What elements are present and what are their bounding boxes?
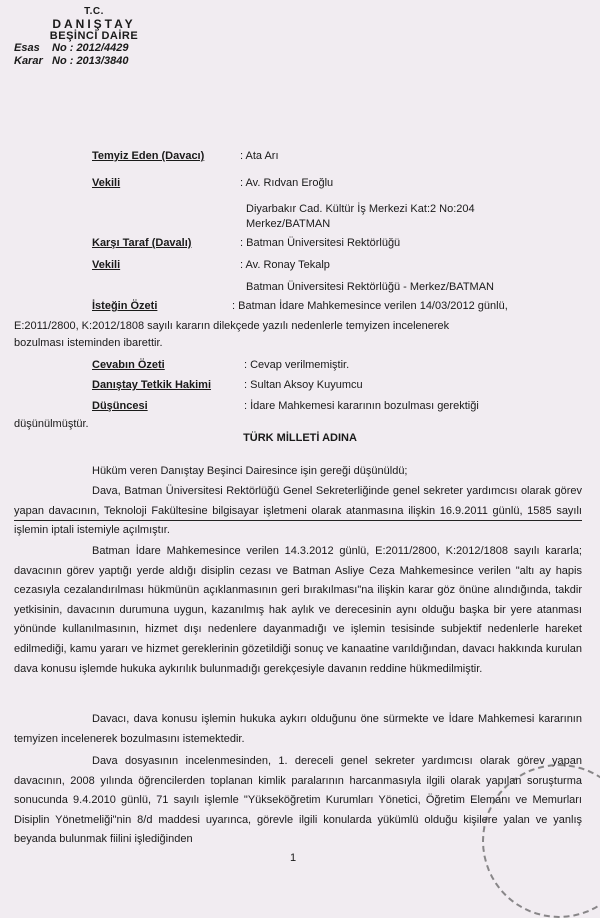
- document-header: [14, 6, 174, 68]
- vekili2-value: : Av. Ronay Tekalp: [240, 259, 330, 271]
- temyiz-value: : Ata Arı: [240, 150, 279, 162]
- paragraph-4: Davacı, dava konusu işlemin hukuka aykırı olduğunu öne sürmekte ve İdare Mahkemesi kararının temyizen incelenerek bozulmasını istemektedir.: [14, 713, 582, 745]
- dusunce-label: Düşüncesi: [92, 400, 148, 412]
- header-court: DANIŞTAY: [52, 17, 136, 31]
- karar-label: Karar: [14, 55, 43, 67]
- tetkik-label: Danıştay Tetkik Hakimi: [92, 379, 212, 391]
- temyiz-label: Temyiz Eden (Davacı): [92, 150, 205, 162]
- istek-label: İsteğin Özeti: [92, 300, 158, 312]
- vekili2-address: Batman Üniversitesi Rektörlüğü - Merkez/BATMAN: [246, 281, 494, 293]
- vekili2-label: Vekili: [92, 259, 121, 271]
- istek-row: [92, 300, 508, 313]
- tetkik-row: [92, 379, 363, 392]
- cevap-row: [92, 359, 349, 372]
- paragraph-3: Batman İdare Mahkemesince verilen 14.3.2012 günlü, E:2011/2800, K:2012/1808 sayılı kararla; davacının görev yaptığı yerde aldığı disiplin cezası ve Batman Asliye Ceza Mahkemesince verilen "altı ay hapis cezasıyla cezalandırılması hükmünün açıklanmasının geri bırakılması"na ilişkin karar göz önüne alındığında, takdir yetkisinin, davacının durumuna uygun, kazanılmış hak aylık ve derecesinin aynı olduğu başka bir yere atanması yönünde kullanılmasının, hizmet dışı nedenlere dayanmadığı ve işlemin tesisinde subjektif nedenlerle hareket edilmediği, kamu yararı ve hizmet gereklerinin gözetildiği sonuç ve kanaatine varıldığından, davacı hakkında kurulan dava konusu işlemde hukuka aykırılık bulunmadığı gerekçesiyle davanın reddine hükmedilmiştir.: [14, 545, 582, 675]
- istek-line3: bozulması isteminden ibarettir.: [14, 337, 163, 349]
- dusunce-value: : İdare Mahkemesi kararının bozulması gerektiği: [244, 400, 479, 412]
- karsi-label: Karşı Taraf (Davalı): [92, 237, 192, 249]
- dusunce-line2: düşünülmüştür.: [14, 418, 89, 430]
- esas-row: [14, 42, 174, 55]
- karsi-row: [92, 237, 400, 250]
- header-tc: T.C.: [84, 6, 104, 17]
- vekili1-value: : Av. Rıdvan Eroğlu: [240, 177, 334, 189]
- karar-row: [14, 55, 174, 68]
- cevap-value: : Cevap verilmemiştir.: [244, 359, 350, 371]
- istek-value: : Batman İdare Mahkemesince verilen 14/03/2012 günlü,: [232, 300, 508, 312]
- karsi-value: : Batman Üniversitesi Rektörlüğü: [240, 237, 401, 249]
- esas-label: Esas: [14, 42, 40, 54]
- vekili1-address-line2: Merkez/BATMAN: [246, 218, 331, 230]
- vekili1-label: Vekili: [92, 177, 121, 189]
- karar-value: No : 2013/3840: [52, 55, 129, 67]
- istek-line2: E:2011/2800, K:2012/1808 sayılı kararın dilekçede yazılı nedenlerle temyizen incelenerek: [14, 320, 450, 332]
- paragraph-2: Dava, Batman Üniversitesi Rektörlüğü Genel Sekreterliğinde genel sekreter yardımcısı olarak görev yapan davacının, Teknoloji Fakültesine bilgisayar işletmeni olarak atanmasına ilişkin 16.9.2011 günlü, 1585 sayılı işlemin iptali istemiyle açılmıştır.: [14, 485, 582, 537]
- paragraph-1: Hüküm veren Danıştay Beşinci Dairesince işin gereği düşünüldü;: [92, 465, 408, 477]
- vekili2-row: [92, 259, 330, 272]
- vekili1-row: [92, 177, 333, 190]
- header-chamber: BEŞİNCİ DAİRE: [49, 30, 139, 42]
- cevap-label: Cevabın Özeti: [92, 359, 165, 371]
- temyiz-row: [92, 150, 279, 163]
- vekili1-address-line1: Diyarbakır Cad. Kültür İş Merkezi Kat:2 No:204: [246, 203, 475, 215]
- dusunce-row: [92, 400, 479, 413]
- esas-value: No : 2012/4429: [52, 42, 129, 54]
- page-number: 1: [290, 852, 297, 864]
- paragraph-5: Dava dosyasının incelenmesinden, 1. dereceli genel sekreter yardımcısı olarak görev yapan davacının, 2008 yılında öğrencilerden toplanan kimlik paralarının harcanmasıyla ilgili olarak yapılan soruşturma sonucunda 9.4.2010 günlü, 71 sayılı işlemle "Yükseköğretim Kurumları Yönetici, Öğretim Elemanı ve Memurları Disiplin Yönetmeliği"nin 8/d maddesi uyarınca, görevle ilgili konularda yükümlü olduğu kişilere yalan ve yanlış beyanda bulunmak fiilini işlediğinden: [14, 755, 582, 846]
- document-title: TÜRK MİLLETİ ADINA: [243, 432, 357, 444]
- scan-rule-line: [14, 520, 582, 521]
- tetkik-value: : Sultan Aksoy Kuyumcu: [244, 379, 363, 391]
